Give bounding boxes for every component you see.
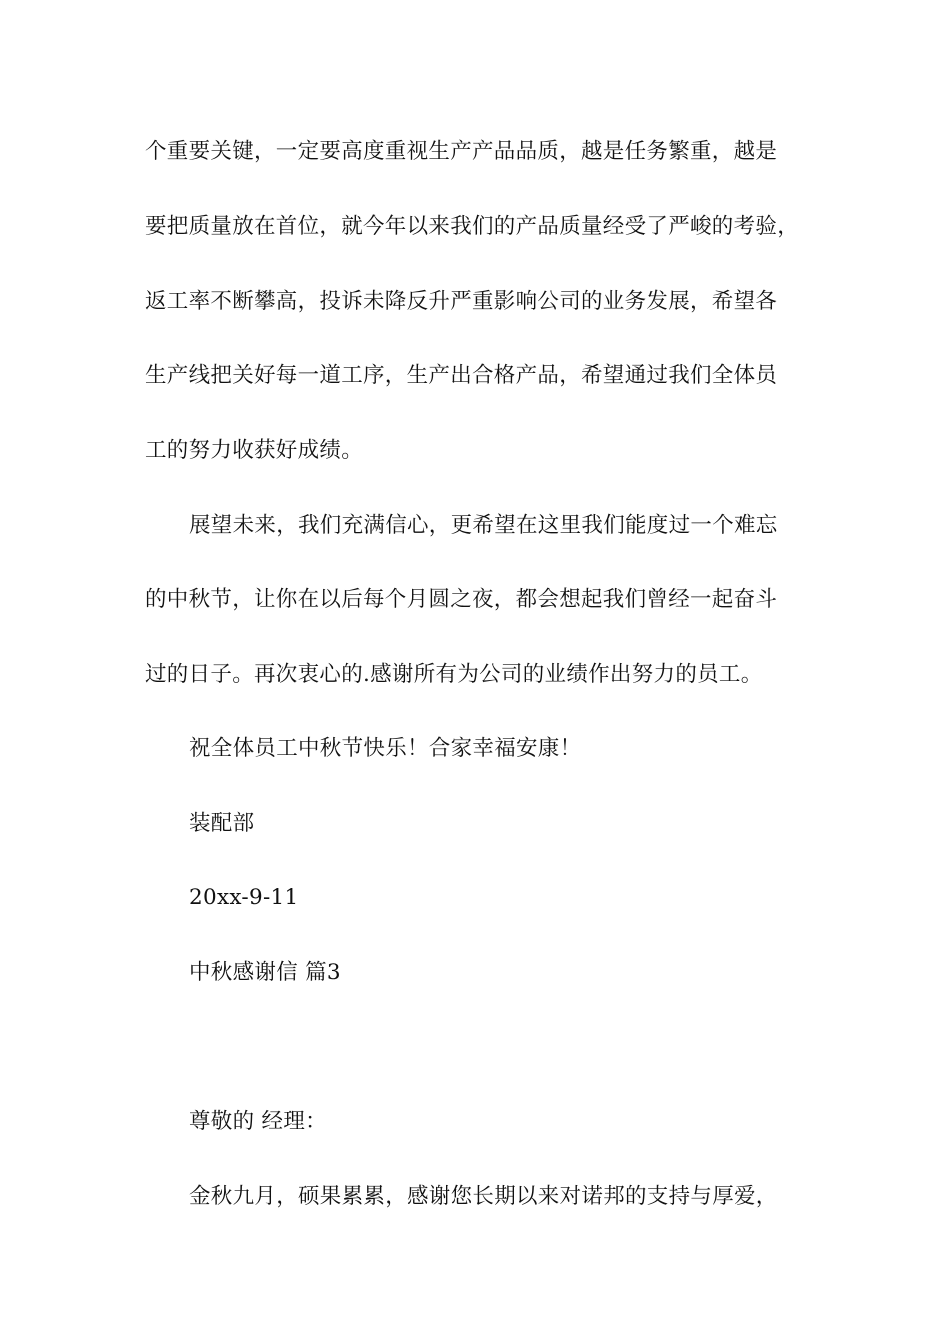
section-heading: 中秋感谢信 篇3 [189, 960, 341, 985]
paragraph-line: 返工率不断攀高，投诉未降反升严重影响公司的业务发展，希望各 [145, 289, 778, 314]
signature-department: 装配部 [189, 811, 255, 836]
paragraph-line: 工的努力收获好成绩。 [145, 438, 364, 463]
greeting-line: 祝全体员工中秋节快乐！合家幸福安康！ [189, 736, 582, 761]
paragraph-line: 展望未来，我们充满信心，更希望在这里我们能度过一个难忘 [189, 513, 778, 538]
paragraph-line: 个重要关键，一定要高度重视生产产品品质，越是任务繁重，越是 [145, 139, 778, 164]
paragraph-line: 生产线把关好每一道工序，生产出合格产品，希望通过我们全体员 [145, 363, 778, 388]
paragraph-line: 的中秋节，让你在以后每个月圆之夜，都会想起我们曾经一起奋斗 [145, 587, 778, 612]
salutation: 尊敬的 经理： [189, 1109, 327, 1134]
signature-date: 20xx-9-11 [189, 885, 299, 910]
paragraph-line: 金秋九月，硕果累累，感谢您长期以来对诺邦的支持与厚爱， [189, 1184, 778, 1209]
paragraph-line: 过的日子。再次衷心的.感谢所有为公司的业绩作出努力的员工。 [145, 662, 763, 687]
paragraph-line: 要把质量放在首位，就今年以来我们的产品质量经受了严峻的考验， [145, 214, 800, 239]
